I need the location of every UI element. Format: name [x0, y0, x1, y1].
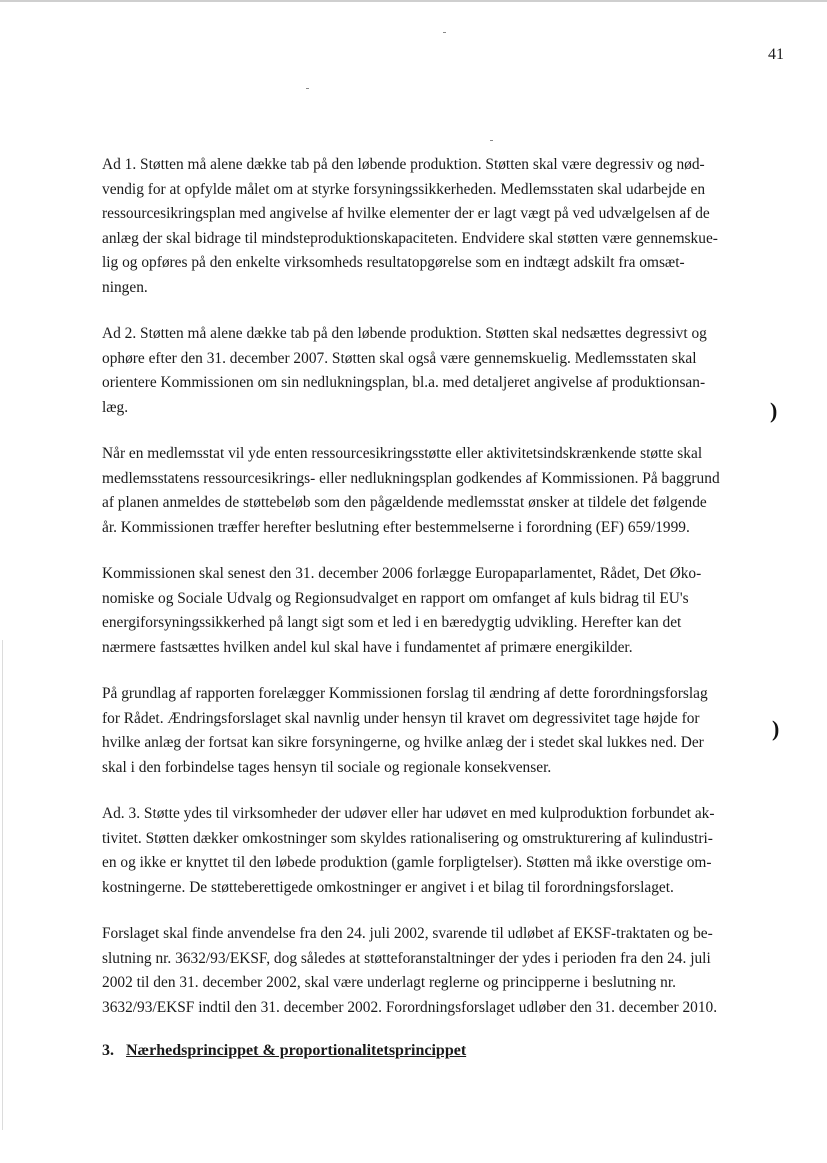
page-number: 41	[768, 46, 784, 63]
text-line: medlemsstatens ressourcesikrings- eller nedlukningsplan godkendes af Kommissionen. På baggrund	[102, 469, 720, 487]
text-line: 2002 til den 31. december 2002, skal være underlagt reglerne og principperne i beslutning nr.	[102, 974, 676, 991]
text-line: anlæg der skal bidrage til mindsteproduktionskapaciteten. Endvidere skal støtten være gennemskue-	[102, 229, 718, 247]
text-line: en og ikke er knyttet til den løbede produktion (gamle forpligtelser). Støtten må ikke overstige om-	[102, 854, 712, 871]
text-line: læg.	[102, 398, 129, 416]
paragraph-commission-report	[102, 562, 782, 660]
scan-left-edge	[2, 640, 3, 1130]
section-title: Nærhedsprincippet & proportionalitetsprincippet	[126, 1042, 467, 1059]
text-line: kostningerne. De støtteberettigede omkostninger er angivet i et bilag til forordningsforslaget.	[102, 878, 674, 896]
text-line: nomiske og Sociale Udvalg og Regionsudvalget en rapport om omfanget af kuls bidrag til EU's	[102, 589, 689, 607]
text-line: lig og opføres på den enkelte virksomheds resultatopgørelse som en indtægt adskilt fra omsæt-	[102, 254, 685, 271]
text-line: Forslaget skal finde anvendelse fra den 24. juli 2002, svarende til udløbet af EKSF-traktaten og be-	[102, 925, 713, 942]
text-line: nærmere fastsættes hvilken andel kul skal have i fundamentet af primære energikilder.	[102, 638, 633, 656]
text-line: vendig for at opfylde målet om at styrke forsyningssikkerheden. Medlemsstaten skal udarbejde en	[102, 180, 706, 198]
scan-speck	[306, 88, 309, 89]
text-line: skal i den forbindelse tages hensyn til sociale og regionale konsekvenser.	[102, 758, 552, 776]
scan-speck	[443, 32, 446, 33]
text-line: energiforsyningssikkerhed på langt sigt som et led i en bæredygtig udvikling. Herefter kan det	[102, 614, 682, 631]
paragraph-ad2	[102, 322, 782, 420]
text-line: Ad 2. Støtten må alene dække tab på den løbende produktion. Støtten skal nedsættes degressivt og	[102, 325, 707, 342]
text-line: Ad. 3. Støtte ydes til virksomheder der udøver eller har udøvet en med kulproduktion forbundet ak-	[102, 805, 715, 822]
text-line: Kommissionen skal senest den 31. december 2006 forlægge Europaparlamentet, Rådet, Det Øko-	[102, 565, 702, 582]
text-line: orientere Kommissionen om sin nedlukningsplan, bl.a. med detaljeret angivelse af produktionsan-	[102, 374, 706, 391]
paragraph-amendment-proposal	[102, 682, 782, 780]
text-line: Når en medlemsstat vil yde enten ressourcesikringsstøtte eller aktivitetsindskrænkende støtte skal	[102, 445, 703, 462]
scan-top-edge	[0, 0, 827, 2]
text-line: slutning nr. 3632/93/EKSF, dog således at støtteforanstaltninger der ydes i perioden fra den 24. juli	[102, 949, 711, 967]
text-line: af planen anmeldes de støttebeløb som den pågældende medlemsstat ønsker at tildele det følgende	[102, 494, 707, 511]
section-heading	[102, 1042, 466, 1060]
text-line: ophøre efter den 31. december 2007. Støtten skal også være gennemskuelig. Medlemsstaten skal	[102, 349, 697, 367]
text-line: 3632/93/EKSF indtil den 31. december 2002. Forordningsforslaget udløber den 31. december 2010.	[102, 998, 718, 1016]
text-line: På grundlag af rapporten forelægger Kommissionen forslag til ændring af dette forordningsforslag	[102, 685, 708, 702]
text-line: hvilke anlæg der fortsat kan sikre forsyningerne, og hvilke anlæg der i stedet skal lukkes ned. Der	[102, 734, 704, 751]
paragraph-ad3	[102, 802, 782, 900]
paragraph-application-period	[102, 922, 782, 1020]
scan-speck	[490, 140, 493, 141]
paragraph-ad1	[102, 153, 782, 300]
section-number: 3.	[102, 1042, 114, 1059]
hole-punch-mark-icon: )	[772, 716, 780, 741]
text-line: år. Kommissionen træffer herefter beslutning efter bestemmelserne i forordning (EF) 659/1999.	[102, 518, 690, 536]
text-line: ningen.	[102, 278, 148, 296]
paragraph-member-state-support	[102, 442, 782, 540]
text-line: tivitet. Støtten dækker omkostninger som skyldes rationalisering og omstrukturering af kulindustri-	[102, 829, 713, 847]
text-line: ressourcesikringsplan med angivelse af hvilke elementer der er lagt vægt på ved udvælgelsen af de	[102, 205, 710, 222]
hole-punch-mark-icon: )	[770, 398, 778, 423]
text-line: for Rådet. Ændringsforslaget skal navnlig under hensyn til kravet om degressivitet tage højde for	[102, 709, 700, 727]
text-line: Ad 1. Støtten må alene dække tab på den løbende produktion. Støtten skal være degressiv og nød-	[102, 156, 705, 173]
